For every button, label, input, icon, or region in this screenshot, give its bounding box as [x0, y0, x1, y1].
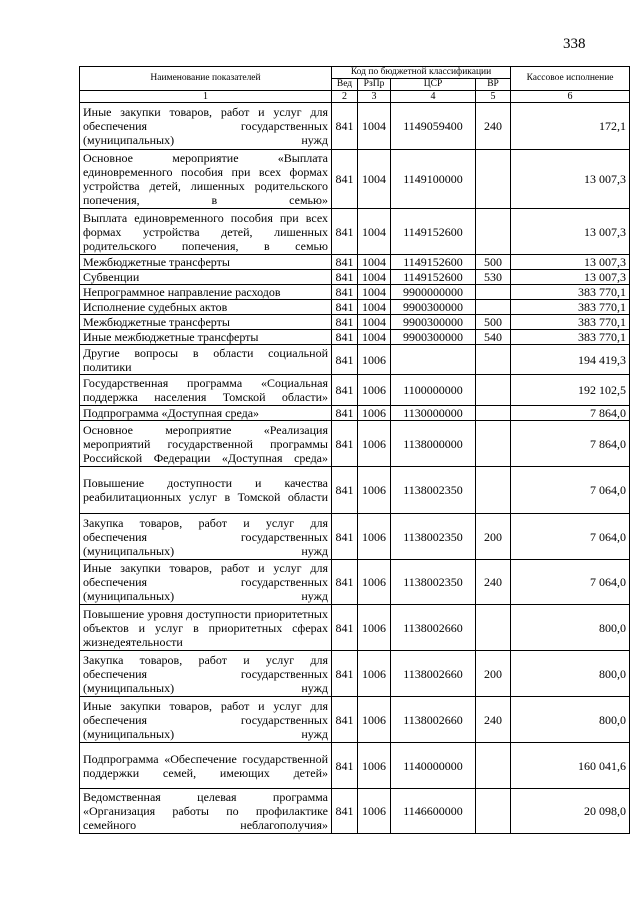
- header-csr: ЦСР: [391, 79, 476, 91]
- column-number: 4: [391, 91, 476, 103]
- row-rzpr-cell: 1006: [358, 406, 391, 421]
- table-row: [80, 255, 630, 270]
- row-csr-cell: 1149100000: [391, 150, 476, 209]
- row-name-cell: Закупка товаров, работ и услуг для обеспечения государственных (муниципальных) нужд: [80, 651, 332, 697]
- row-amount-cell: 7 064,0: [511, 467, 630, 514]
- table-row: [80, 406, 630, 421]
- row-amount-cell: 20 098,0: [511, 789, 630, 834]
- row-name-cell: Повышение уровня доступности приоритетных объектов и услуг в приоритетных сферах жизнедеятельности: [80, 605, 332, 651]
- row-ved-cell: 841: [332, 467, 358, 514]
- row-ved-cell: 841: [332, 345, 358, 375]
- row-vr-cell: [476, 467, 511, 514]
- row-name-cell: Иные закупки товаров, работ и услуг для обеспечения государственных (муниципальных) нужд: [80, 697, 332, 743]
- row-name-cell: Подпрограмма «Обеспечение государственной поддержки семей, имеющих детей»: [80, 743, 332, 789]
- row-vr-cell: 530: [476, 270, 511, 285]
- row-vr-cell: [476, 605, 511, 651]
- row-vr-cell: [476, 406, 511, 421]
- table-row: [80, 270, 630, 285]
- header-code-group: Код по бюджетной классификации: [332, 67, 511, 79]
- row-csr-cell: 1149152600: [391, 270, 476, 285]
- row-vr-cell: [476, 789, 511, 834]
- row-csr-cell: 1130000000: [391, 406, 476, 421]
- header-name-column: Наименование показателей: [80, 67, 332, 91]
- row-ved-cell: 841: [332, 150, 358, 209]
- row-ved-cell: 841: [332, 421, 358, 467]
- table-row: [80, 150, 630, 209]
- row-vr-cell: [476, 285, 511, 300]
- row-rzpr-cell: 1006: [358, 345, 391, 375]
- row-amount-cell: 194 419,3: [511, 345, 630, 375]
- row-amount-cell: 13 007,3: [511, 255, 630, 270]
- row-vr-cell: 200: [476, 514, 511, 560]
- row-rzpr-cell: 1006: [358, 467, 391, 514]
- row-amount-cell: 800,0: [511, 697, 630, 743]
- row-amount-cell: 7 064,0: [511, 514, 630, 560]
- table-row: [80, 300, 630, 315]
- row-ved-cell: 841: [332, 605, 358, 651]
- row-name-cell: Иные межбюджетные трансферты: [80, 330, 332, 345]
- row-name-cell: Межбюджетные трансферты: [80, 315, 332, 330]
- row-amount-cell: 383 770,1: [511, 285, 630, 300]
- row-csr-cell: 1138002350: [391, 467, 476, 514]
- row-amount-cell: 13 007,3: [511, 150, 630, 209]
- row-ved-cell: 841: [332, 330, 358, 345]
- row-name-cell: Другие вопросы в области социальной политики: [80, 345, 332, 375]
- row-rzpr-cell: 1006: [358, 789, 391, 834]
- row-csr-cell: 9900000000: [391, 285, 476, 300]
- table-row: [80, 467, 630, 514]
- row-csr-cell: 9900300000: [391, 300, 476, 315]
- row-name-cell: Межбюджетные трансферты: [80, 255, 332, 270]
- row-csr-cell: 1138000000: [391, 421, 476, 467]
- row-ved-cell: 841: [332, 315, 358, 330]
- row-ved-cell: 841: [332, 375, 358, 406]
- row-ved-cell: 841: [332, 651, 358, 697]
- row-ved-cell: 841: [332, 697, 358, 743]
- row-rzpr-cell: 1006: [358, 514, 391, 560]
- row-rzpr-cell: 1006: [358, 375, 391, 406]
- row-amount-cell: 800,0: [511, 651, 630, 697]
- row-csr-cell: 9900300000: [391, 315, 476, 330]
- row-vr-cell: [476, 300, 511, 315]
- row-csr-cell: 1149059400: [391, 103, 476, 150]
- row-csr-cell: 9900300000: [391, 330, 476, 345]
- row-vr-cell: [476, 345, 511, 375]
- row-rzpr-cell: 1004: [358, 255, 391, 270]
- row-name-cell: Иные закупки товаров, работ и услуг для обеспечения государственных (муниципальных) нужд: [80, 103, 332, 150]
- row-amount-cell: 160 041,6: [511, 743, 630, 789]
- row-amount-cell: 383 770,1: [511, 315, 630, 330]
- row-name-cell: Ведомственная целевая программа «Организация работы по профилактике семейного неблагополучия»: [80, 789, 332, 834]
- row-vr-cell: [476, 150, 511, 209]
- table-row: [80, 315, 630, 330]
- table-row: [80, 285, 630, 300]
- table-row: [80, 421, 630, 467]
- row-vr-cell: 240: [476, 103, 511, 150]
- row-ved-cell: 841: [332, 255, 358, 270]
- row-ved-cell: 841: [332, 285, 358, 300]
- header-rzpr: РзПр: [358, 79, 391, 91]
- row-rzpr-cell: 1006: [358, 651, 391, 697]
- row-rzpr-cell: 1006: [358, 605, 391, 651]
- header-vr: ВР: [476, 79, 511, 91]
- row-ved-cell: 841: [332, 406, 358, 421]
- row-amount-cell: 192 102,5: [511, 375, 630, 406]
- row-rzpr-cell: 1004: [358, 209, 391, 255]
- table-row: [80, 514, 630, 560]
- header-ved: Вед: [332, 79, 358, 91]
- table-row: [80, 697, 630, 743]
- row-name-cell: Подпрограмма «Доступная среда»: [80, 406, 332, 421]
- row-name-cell: Повышение доступности и качества реабилитационных услуг в Томской области: [80, 467, 332, 514]
- table-row: [80, 103, 630, 150]
- table-row: [80, 209, 630, 255]
- row-rzpr-cell: 1004: [358, 270, 391, 285]
- row-rzpr-cell: 1004: [358, 300, 391, 315]
- table-row: [80, 789, 630, 834]
- table-row: [80, 743, 630, 789]
- row-vr-cell: [476, 209, 511, 255]
- row-csr-cell: 1138002660: [391, 605, 476, 651]
- row-rzpr-cell: 1004: [358, 150, 391, 209]
- row-rzpr-cell: 1004: [358, 315, 391, 330]
- row-rzpr-cell: 1006: [358, 560, 391, 605]
- row-rzpr-cell: 1006: [358, 743, 391, 789]
- row-csr-cell: 1138002350: [391, 514, 476, 560]
- row-vr-cell: 200: [476, 651, 511, 697]
- row-name-cell: Субвенции: [80, 270, 332, 285]
- table-row: [80, 375, 630, 406]
- row-csr-cell: 1138002660: [391, 697, 476, 743]
- row-ved-cell: 841: [332, 514, 358, 560]
- row-csr-cell: 1140000000: [391, 743, 476, 789]
- row-vr-cell: [476, 421, 511, 467]
- table-row: [80, 605, 630, 651]
- row-name-cell: Непрограммное направление расходов: [80, 285, 332, 300]
- row-ved-cell: 841: [332, 103, 358, 150]
- row-amount-cell: 7 864,0: [511, 406, 630, 421]
- row-rzpr-cell: 1006: [358, 421, 391, 467]
- row-csr-cell: 1138002660: [391, 651, 476, 697]
- row-amount-cell: 7 864,0: [511, 421, 630, 467]
- row-amount-cell: 7 064,0: [511, 560, 630, 605]
- row-rzpr-cell: 1004: [358, 285, 391, 300]
- row-vr-cell: 500: [476, 255, 511, 270]
- column-number: 6: [511, 91, 630, 103]
- row-rzpr-cell: 1004: [358, 330, 391, 345]
- row-ved-cell: 841: [332, 270, 358, 285]
- row-vr-cell: 240: [476, 697, 511, 743]
- table-row: [80, 330, 630, 345]
- table-row: [80, 345, 630, 375]
- row-name-cell: Выплата единовременного пособия при всех формах устройства детей, лишенных родительского попечения, в семью: [80, 209, 332, 255]
- row-amount-cell: 13 007,3: [511, 270, 630, 285]
- row-csr-cell: 1100000000: [391, 375, 476, 406]
- row-ved-cell: 841: [332, 209, 358, 255]
- page-number: 338: [563, 36, 586, 52]
- row-amount-cell: 383 770,1: [511, 300, 630, 315]
- table-body: [80, 103, 630, 834]
- column-number: 5: [476, 91, 511, 103]
- table-row: [80, 560, 630, 605]
- column-number: 1: [80, 91, 332, 103]
- row-amount-cell: 800,0: [511, 605, 630, 651]
- row-vr-cell: 240: [476, 560, 511, 605]
- row-amount-cell: 172,1: [511, 103, 630, 150]
- row-name-cell: Исполнение судебных актов: [80, 300, 332, 315]
- budget-execution-table: [79, 66, 630, 834]
- row-vr-cell: 540: [476, 330, 511, 345]
- row-csr-cell: 1138002350: [391, 560, 476, 605]
- row-name-cell: Иные закупки товаров, работ и услуг для обеспечения государственных (муниципальных) нужд: [80, 560, 332, 605]
- row-csr-cell: 1149152600: [391, 209, 476, 255]
- row-csr-cell: 1149152600: [391, 255, 476, 270]
- row-rzpr-cell: 1004: [358, 103, 391, 150]
- row-name-cell: Основное мероприятие «Реализация мероприятий государственной программы Российской Федерации «Доступная среда»: [80, 421, 332, 467]
- row-rzpr-cell: 1006: [358, 697, 391, 743]
- row-ved-cell: 841: [332, 789, 358, 834]
- column-number: 3: [358, 91, 391, 103]
- row-ved-cell: 841: [332, 743, 358, 789]
- row-vr-cell: [476, 375, 511, 406]
- row-vr-cell: 500: [476, 315, 511, 330]
- row-csr-cell: [391, 345, 476, 375]
- row-ved-cell: 841: [332, 560, 358, 605]
- row-name-cell: Государственная программа «Социальная поддержка населения Томской области»: [80, 375, 332, 406]
- row-ved-cell: 841: [332, 300, 358, 315]
- header-execution-column: Кассовое исполнение: [511, 67, 630, 91]
- column-number: 2: [332, 91, 358, 103]
- row-amount-cell: 383 770,1: [511, 330, 630, 345]
- row-vr-cell: [476, 743, 511, 789]
- row-csr-cell: 1146600000: [391, 789, 476, 834]
- table-row: [80, 651, 630, 697]
- row-name-cell: Основное мероприятие «Выплата единовременного пособия при всех формах устройства детей, лишенных родительского попечения, в семью»: [80, 150, 332, 209]
- row-amount-cell: 13 007,3: [511, 209, 630, 255]
- row-name-cell: Закупка товаров, работ и услуг для обеспечения государственных (муниципальных) нужд: [80, 514, 332, 560]
